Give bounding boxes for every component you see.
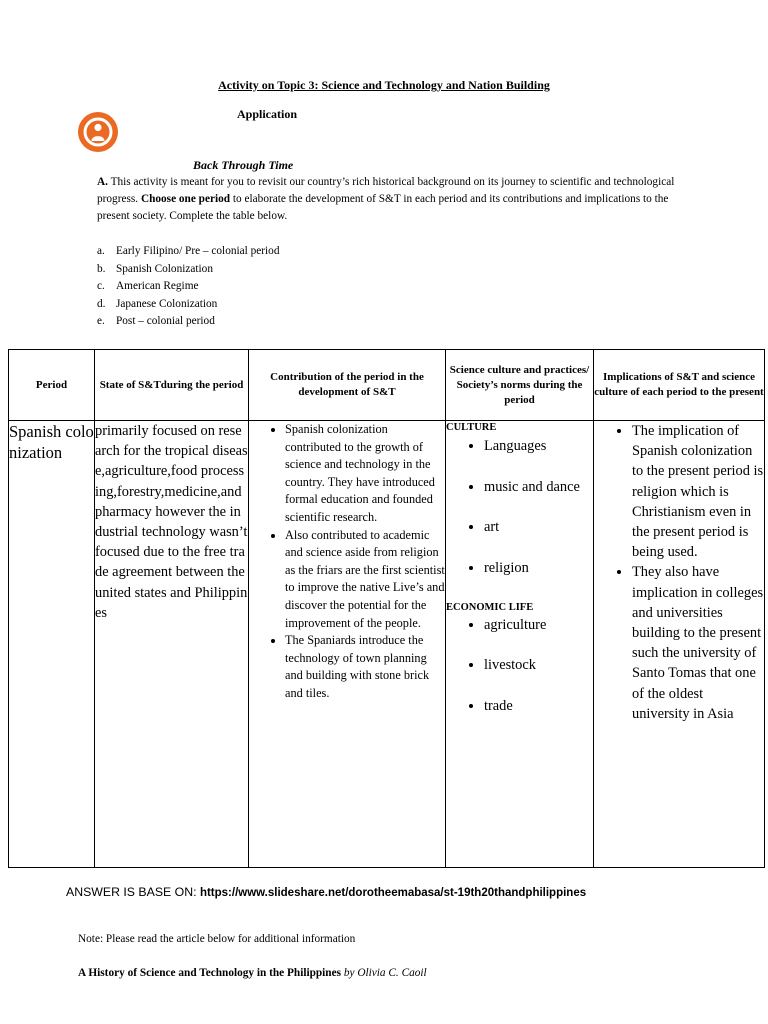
reference bbox=[78, 967, 427, 979]
contribution-cell bbox=[249, 421, 446, 868]
culture-heading: CULTURE bbox=[446, 422, 497, 433]
header-implications: Implications of S&T and science culture of each period to the present bbox=[594, 350, 765, 421]
header-state: State of S&Tduring the period bbox=[95, 350, 249, 421]
header-contribution: Contribution of the period in the development of S&T bbox=[249, 350, 446, 421]
instruction-label: A. bbox=[97, 176, 108, 188]
table-header-row bbox=[9, 350, 765, 421]
economic-heading: ECONOMIC LIFE bbox=[446, 601, 534, 613]
application-subtitle: Application bbox=[237, 107, 298, 121]
answer-source bbox=[66, 885, 586, 899]
instruction-text-1: This activity is meant for you to revisit our country’s rich historical background on its journey to scientific and technological progress. bbox=[97, 176, 675, 205]
state-cell: primarily focused on research for the tropical disease,agriculture,food processing,forestry,medicine,and pharmacy however the industrial technology wasn’t focused due to the free trade agreement between the united states and Philippines bbox=[95, 421, 249, 868]
choice-letter: a. bbox=[97, 245, 105, 257]
reference-author: by Olivia C. Caoil bbox=[343, 967, 427, 979]
culture-item: • art bbox=[484, 517, 593, 537]
instruction-text-2: to elaborate the development of S&T in each period and its contributions and implications to the present society. Complete the table below. bbox=[97, 193, 669, 222]
economic-item: • livestock bbox=[484, 655, 593, 675]
choice-item bbox=[97, 243, 279, 261]
implication-item: • They also have implication in colleges and universities building to the present such the university of Santo Tomas that one of the oldest university in Asia bbox=[632, 562, 764, 724]
period-choices bbox=[97, 243, 279, 331]
person-circle-icon bbox=[78, 112, 118, 152]
economic-item: • trade bbox=[484, 696, 593, 716]
reference-title: A History of Science and Technology in the Philippines bbox=[78, 967, 342, 979]
contribution-item: • The Spaniards introduce the technology of town planning and building with stone brick and tiles. bbox=[285, 632, 445, 702]
answer-label: ANSWER IS BASE ON: bbox=[66, 885, 197, 899]
choice-letter: d. bbox=[97, 297, 106, 310]
culture-item: • Languages bbox=[484, 436, 593, 456]
choice-item bbox=[97, 313, 279, 331]
choice-text: Early Filipino/ Pre – colonial period bbox=[116, 245, 280, 257]
choice-letter: e. bbox=[97, 315, 105, 328]
activity-title: Activity on Topic 3: Science and Technology and Nation Building bbox=[218, 78, 550, 92]
choice-text: Japanese Colonization bbox=[116, 297, 218, 310]
implications-cell bbox=[594, 421, 765, 868]
contribution-item: • Also contributed to academic and science aside from religion as the friars are the first scientist to improve the native Live’s and discover the potential for the improvement of the people. bbox=[285, 527, 445, 633]
implication-item: • The implication of Spanish colonization to the present period is religion which is Christianism even in the present period is being used. bbox=[632, 421, 764, 562]
culture-cell bbox=[446, 421, 594, 868]
table-row bbox=[9, 421, 765, 868]
contribution-item: • Spanish colonization contributed to the growth of science and technology in the country. They have introduced formal education and founded scientific research. bbox=[285, 421, 445, 527]
section-heading: Back Through Time bbox=[193, 158, 294, 172]
note-text: Note: Please read the article below for additional information bbox=[78, 933, 356, 945]
header-period: Period bbox=[9, 350, 95, 421]
activity-table bbox=[8, 349, 765, 868]
choice-item bbox=[97, 278, 279, 296]
economic-item: • agriculture bbox=[484, 615, 593, 635]
instruction-emphasis: Choose one period bbox=[140, 193, 231, 205]
choice-text: Spanish Colonization bbox=[116, 262, 213, 275]
source-link[interactable]: https://www.slideshare.net/dorotheemabasa/st-19th20thandphilippines bbox=[199, 887, 587, 899]
choice-item bbox=[97, 296, 279, 314]
choice-item bbox=[97, 261, 279, 279]
header-culture: Science culture and practices/ Society’s norms during the period bbox=[446, 350, 594, 421]
choice-letter: c. bbox=[97, 280, 105, 293]
instructions bbox=[97, 174, 697, 225]
culture-item: • religion bbox=[484, 558, 593, 578]
culture-item: • music and dance bbox=[484, 477, 593, 497]
period-cell: Spanish colonization bbox=[9, 421, 95, 868]
choice-text: Post – colonial period bbox=[116, 315, 215, 328]
choice-text: American Regime bbox=[116, 280, 199, 293]
choice-letter: b. bbox=[97, 262, 106, 275]
